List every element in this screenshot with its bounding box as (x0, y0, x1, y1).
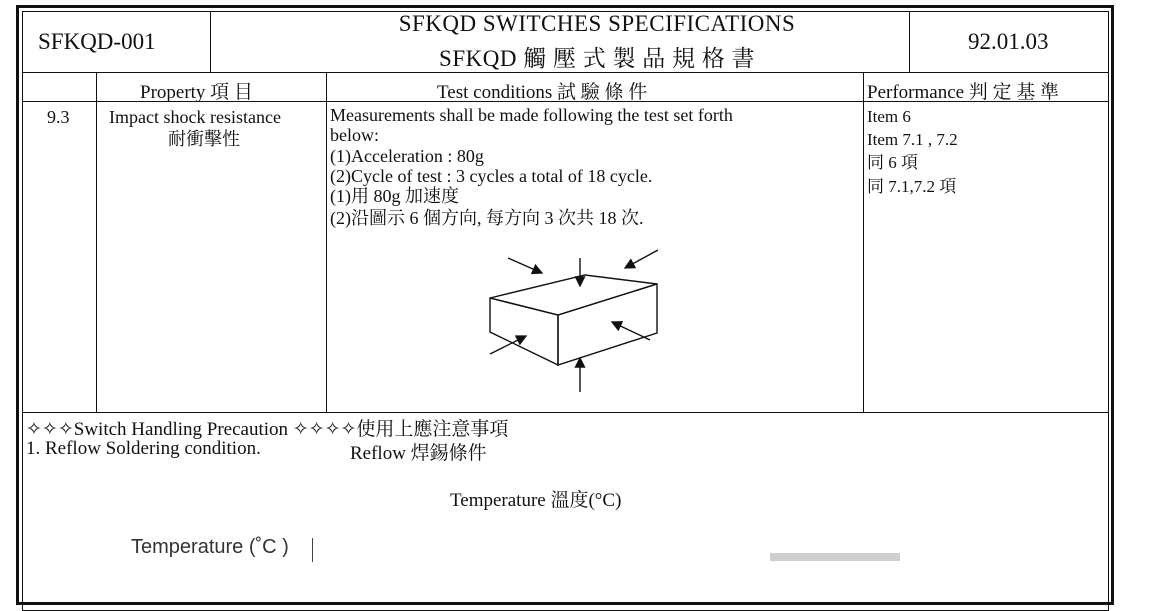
chart-faded-content (770, 553, 900, 561)
performance-line: 同 7.1,7.2 項 (867, 177, 957, 196)
performance-line: Item 7.1 , 7.2 (867, 130, 958, 149)
row-divider (22, 412, 1109, 413)
performance-line: 同 6 項 (867, 153, 918, 172)
column-header-property: Property 項 目 (140, 82, 253, 103)
condition-line: (2)Cycle of test : 3 cycles a total of 18 cycle. (330, 166, 653, 186)
precaution-item-en: 1. Reflow Soldering condition. (26, 438, 261, 459)
col-divider-property (326, 72, 327, 413)
doc-code: SFKQD-001 (38, 29, 156, 54)
property-zh: 耐衝擊性 (168, 129, 240, 149)
condition-line: Measurements shall be made following the test set forth (330, 105, 733, 125)
condition-line: (1)用 80g 加速度 (330, 186, 459, 206)
header-col-divider-1 (210, 11, 211, 73)
condition-line: (2)沿圖示 6 個方向, 每方向 3 次共 18 次. (330, 208, 644, 228)
col-divider-conditions (863, 72, 864, 413)
col-divider-number (96, 72, 97, 413)
row-number: 9.3 (47, 107, 70, 127)
doc-title-en: SFKQD SWITCHES SPECIFICATIONS (398, 11, 796, 36)
chart-y-axis (312, 538, 313, 562)
column-header-performance: Performance 判 定 基 準 (867, 82, 1060, 103)
condition-line: below: (330, 125, 379, 145)
chart-caption: Temperature 溫度(°C) (450, 490, 622, 511)
precaution-title: ✧✧✧Switch Handling Precaution ✧✧✧✧使用上應注意事項 (26, 419, 509, 440)
impact-direction-diagram (480, 240, 680, 395)
header-col-divider-2 (909, 11, 910, 73)
doc-title-zh: SFKQD 觸 壓 式 製 品 規 格 書 (439, 46, 755, 71)
condition-line: (1)Acceleration : 80g (330, 146, 484, 166)
precaution-item-zh: Reflow 焊錫條件 (350, 443, 487, 464)
doc-date: 92.01.03 (968, 29, 1049, 54)
chart-y-axis-label: Temperature (˚C ) (131, 536, 289, 558)
property-en: Impact shock resistance (109, 107, 281, 127)
performance-line: Item 6 (867, 107, 911, 126)
column-header-test-conditions: Test conditions 試 驗 條 件 (437, 82, 648, 103)
